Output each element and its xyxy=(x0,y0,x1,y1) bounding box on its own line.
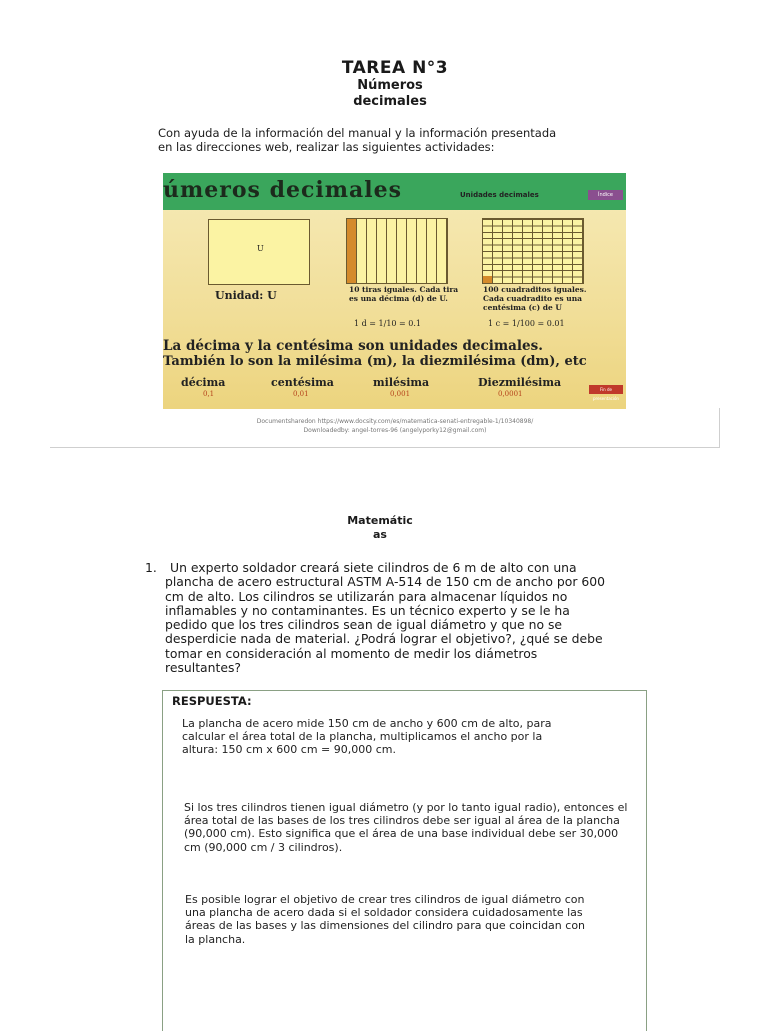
unit-caption: Unidad: U xyxy=(215,289,277,302)
answer-box xyxy=(162,690,647,1031)
image-header-band xyxy=(163,173,626,210)
unit-value-tenth: 0,1 xyxy=(203,390,215,398)
image-subtitle: Unidades decimales xyxy=(460,191,539,199)
image-statement-2: También lo son la milésima (m), la diezmilésima (dm), etc xyxy=(163,354,587,369)
answer-paragraph-3: Es posible lograr el objetivo de crear tres cilindros de igual diámetro con una plancha de acero dada si el soldador considera cuidadosamente las áreas de las bases y las dimensiones del cilindro para que coincidan con la plancha. xyxy=(185,893,586,946)
end-badge: Fin de presentación xyxy=(589,385,623,394)
page-divider xyxy=(50,447,720,448)
section-title-line-1: Matemátic xyxy=(347,514,413,527)
tenths-equation: 1 d = 1/10 = 0.1 xyxy=(354,319,422,328)
unit-square xyxy=(208,219,310,285)
tenths-caption: 10 tiras iguales. Cada tira es una décima (d) de U. xyxy=(349,285,459,303)
question-number: 1. xyxy=(145,560,157,575)
image-statement-1: La décima y la centésima son unidades decimales. xyxy=(163,338,543,354)
unit-name-thousandth: milésima xyxy=(373,376,430,389)
source-line-1: Documentsharedon https://www.docsity.com/es/matematica-senati-entregable-1/10340898/ xyxy=(256,418,534,425)
unit-value-thousandth: 0,001 xyxy=(390,390,411,398)
hundredths-equation: 1 c = 1/100 = 0.01 xyxy=(488,319,565,328)
section-title-line-2: as xyxy=(373,528,387,541)
unit-symbol: U xyxy=(257,244,264,253)
answer-label: RESPUESTA: xyxy=(172,694,252,708)
image-title: úmeros decimales xyxy=(163,177,402,203)
image-index-tag: Índice xyxy=(588,190,623,200)
unit-name-ten-thousandth: Diezmilésima xyxy=(478,376,562,389)
decimal-numbers-image xyxy=(163,173,626,409)
unit-name-tenth: décima xyxy=(181,376,226,389)
hundredths-caption: 100 cuadraditos iguales. Cada cuadradito es una centésima (c) de U xyxy=(483,285,587,312)
document-subtitle xyxy=(300,78,480,110)
unit-value-ten-thousandth: 0,0001 xyxy=(498,390,523,398)
hundredths-grid xyxy=(482,218,584,284)
hundredth-highlight xyxy=(483,276,492,283)
tenths-grid xyxy=(346,218,448,284)
source-line-2: Downloadedby: angel-torres-96 (angelyporky12@gmail.com) xyxy=(303,427,487,434)
question-text: Un experto soldador creará siete cilindros de 6 m de alto con una plancha de acero estructural ASTM A-514 de 150 cm de ancho por 600 cm de alto. Los cilindros se utilizarán para almacenar líquidos no inflamables y no contaminantes. Es un técnico experto y se le ha pedido que los tres cilindros sean de igual diámetro y que no se desperdicie nada de material. ¿Podrá lograr el objetivo?, ¿qué se debe tomar en consideración al momento de medir los diámetros resultantes? xyxy=(165,560,606,676)
answer-paragraph-2: Si los tres cilindros tienen igual diámetro (y por lo tanto igual radio), entonces el área total de las bases de los tres cilindros debe ser igual al área de la plancha (90,000 cm). Esto significa que el área de una base individual debe ser 30,000 cm (90,000 cm / 3 cilindros). xyxy=(184,801,628,854)
document-title: TAREA N°3 xyxy=(341,58,449,78)
section-title xyxy=(330,514,430,542)
page-divider-vertical xyxy=(719,408,720,448)
subtitle-line-2: decimales xyxy=(353,94,427,109)
intro-paragraph: Con ayuda de la información del manual y la información presentada en las direcciones web, realizar las siguientes actividades: xyxy=(158,126,557,154)
unit-name-hundredth: centésima xyxy=(271,376,334,389)
unit-value-hundredth: 0,01 xyxy=(293,390,309,398)
subtitle-line-1: Números xyxy=(357,78,423,93)
answer-paragraph-1: La plancha de acero mide 150 cm de ancho y 600 cm de alto, para calcular el área total de la plancha, multiplicamos el ancho por la altura: 150 cm x 600 cm = 90,000 cm. xyxy=(182,717,552,757)
tenth-highlight xyxy=(347,219,356,283)
